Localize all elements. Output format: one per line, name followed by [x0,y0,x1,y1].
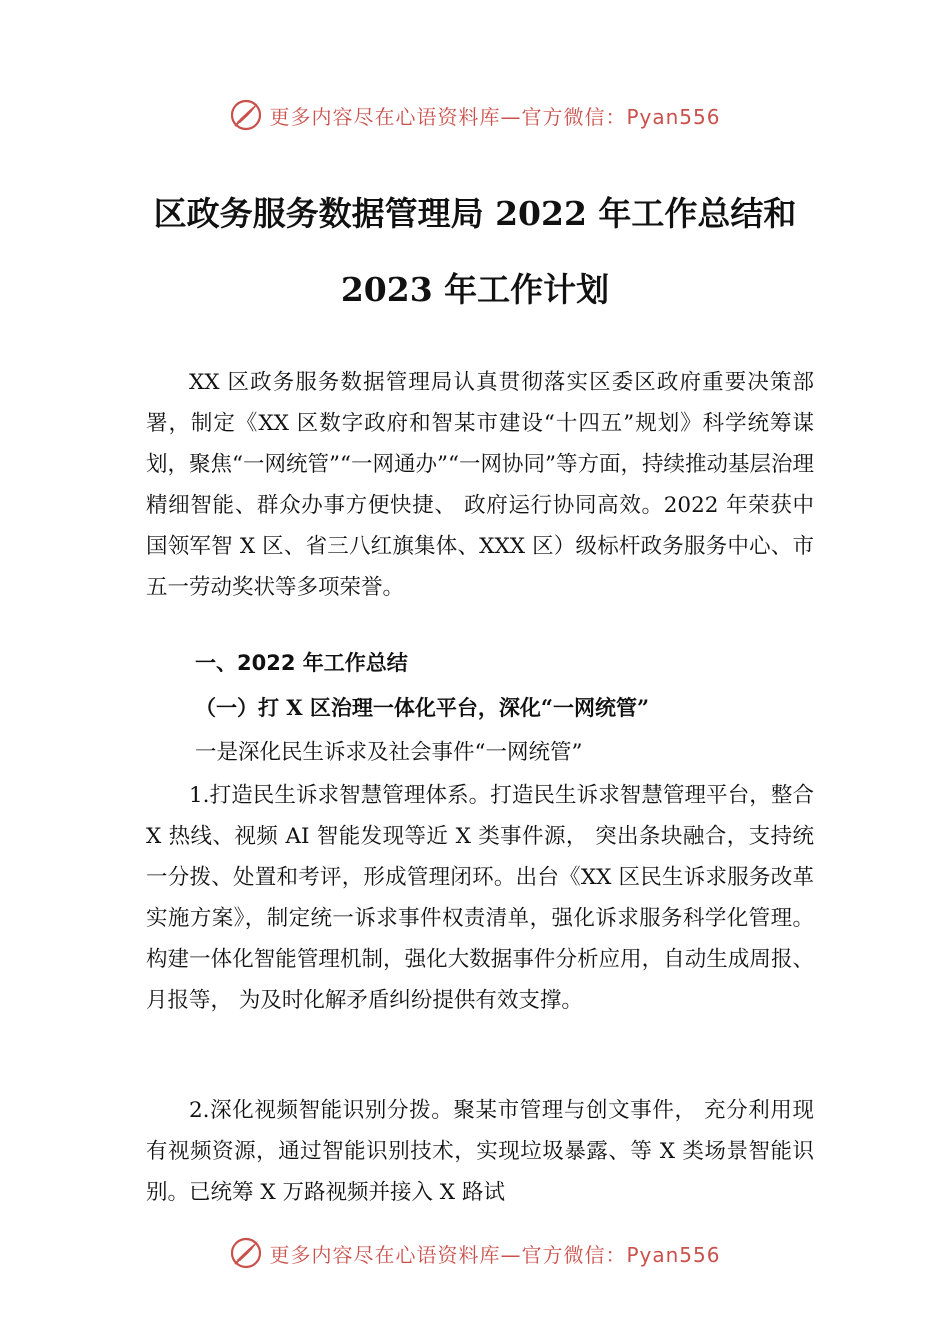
watermark-banner-bottom [0,1233,950,1273]
section-heading: 一、2022 年工作总结 [195,651,408,675]
item-paragraph-1: 1.打造民生诉求智慧管理体系。打造民生诉求智慧管理平台，整合 X 热线、视频 AI 智能发现等近 X 类事件源， 突出条块融合，支持统一分拨、处置和考评，形成管理闭环。出台《XX 区民生诉求服务改革实施方案》，制定统一诉求事件权责清单，强化诉求服务科学化管理。构建一体化智能管理机制，强化大数据事件分析应用，自动生成周报、月报等， 为及时化解矛盾纠纷提供有效支撑。 [146,783,814,1013]
quill-circle-logo-icon [229,1236,263,1270]
intro-paragraph: XX 区政务服务数据管理局认真贯彻落实区委区政府重要决策部署，制定《XX 区数字政府和智某市建设“十四五”规划》科学统筹谋划，聚焦“一网统管”“一网通办”“一网协同”等方面，持续推动基层治理精细智能、群众办事方便快捷、 政府运行协同高效。2022 年荣获中国领军智 X 区、省三八红旗集体、XXX 区）级标杆政务服务中心、市五一劳动奖状等多项荣誉。 [146,370,814,600]
document-title-line1: 区政务服务数据管理局 2022 年工作总结和 [153,194,797,233]
document-title-line2: 2023 年工作计划 [340,270,610,309]
watermark-text: 更多内容尽在心语资料库—官方微信：Pyan556 [269,1242,721,1267]
quill-circle-logo-icon [229,98,263,132]
subsection-heading: （一）打 X 区治理一体化平台，深化“一网统管” [195,695,650,720]
watermark-banner-top [0,95,950,135]
subsection-lead: 一是深化民生诉求及社会事件“一网统管” [195,740,583,765]
watermark-text: 更多内容尽在心语资料库—官方微信：Pyan556 [269,104,721,129]
item-paragraph-2: 2.深化视频智能识别分拨。聚某市管理与创文事件， 充分利用现有视频资源，通过智能识别技术，实现垃圾暴露、等 X 类场景智能识别。已统筹 X 万路视频并接入 X 路试 [146,1098,814,1205]
